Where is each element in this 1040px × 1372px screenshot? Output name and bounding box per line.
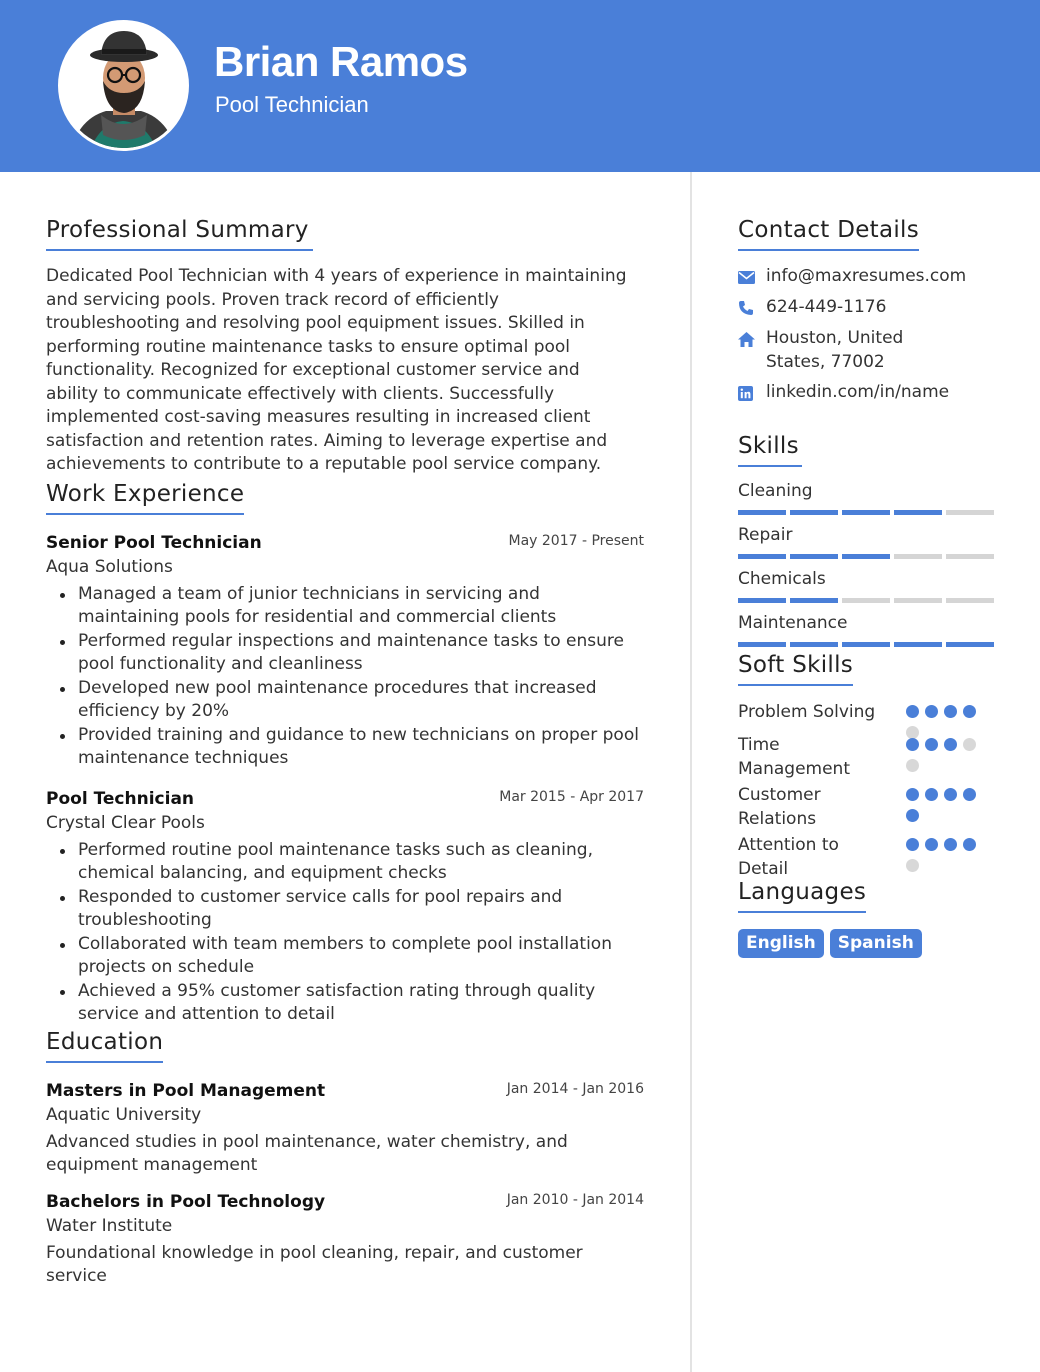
- job-company: Crystal Clear Pools: [46, 812, 205, 833]
- education-dates: Jan 2010 - Jan 2014: [506, 1191, 644, 1208]
- languages-list: [738, 929, 998, 958]
- skill-level-segment: [790, 554, 838, 559]
- rating-dot: [906, 838, 919, 851]
- contact-email: [738, 265, 998, 289]
- skill-level-segment: [894, 598, 942, 603]
- job-title: Senior Pool Technician: [46, 532, 262, 553]
- profile-photo: [61, 23, 186, 148]
- rating-dot: [944, 705, 957, 718]
- rating-dot: [906, 859, 919, 872]
- skill-level-segment: [790, 598, 838, 603]
- skills-heading: Skills: [738, 433, 802, 467]
- skill-name: Maintenance: [738, 613, 848, 633]
- skill-level-segment: [842, 598, 890, 603]
- skill-level-segment: [790, 642, 838, 647]
- skill-level-segment: [946, 642, 994, 647]
- education-description: Foundational knowledge in pool cleaning, repair, and customer service: [46, 1242, 583, 1286]
- skill-level-segment: [946, 598, 994, 603]
- rating-dot: [906, 759, 919, 772]
- job-bullets: [46, 839, 646, 1027]
- bullet-item: Performed routine pool maintenance tasks such as cleaning, chemical balancing, and equipment checks: [78, 839, 646, 886]
- soft-skill-row: [738, 784, 998, 831]
- soft-skill-rating: [906, 788, 986, 830]
- soft-skill-name: Customer Relations: [738, 785, 821, 829]
- job-company: Aqua Solutions: [46, 556, 173, 577]
- job-entry: [46, 533, 646, 771]
- candidate-name: Brian Ramos: [214, 38, 468, 85]
- avatar: [58, 20, 189, 151]
- education-entry: [46, 1192, 646, 1289]
- skill-level-segment: [946, 510, 994, 515]
- skill-name: Cleaning: [738, 481, 813, 501]
- skill-level-segment: [894, 642, 942, 647]
- skill-level-bar: [738, 598, 998, 603]
- linkedin-icon: [738, 381, 766, 405]
- education-dates: Jan 2014 - Jan 2016: [506, 1080, 644, 1097]
- contact-phone: [738, 296, 998, 320]
- summary-text: Dedicated Pool Technician with 4 years of experience in maintaining and servicing pools. Proven track record of efficiently troubleshooting and resolving pool equipment issues. Skilled in performing routine maintenance tasks to ensure optimal pool functionality. Recognized for exceptional customer service and ability to communicate effectively with clients. Successfully implemented cost-saving measures resulting in increased client satisfaction and retention rates. Aiming to leverage expertise and achievements to contribute to a reputable pool service company.: [46, 266, 627, 474]
- skill-level-segment: [842, 510, 890, 515]
- rating-dot: [906, 788, 919, 801]
- bullet-item: Managed a team of junior technicians in servicing and maintaining pools for residential and commercial clients: [78, 583, 646, 630]
- experience-heading: Work Experience: [46, 481, 244, 515]
- skills-list: [738, 480, 998, 647]
- language-tag: Spanish: [830, 929, 922, 958]
- soft-skills-list: [738, 701, 998, 881]
- summary-heading: Professional Summary: [46, 217, 313, 251]
- rating-dot: [925, 705, 938, 718]
- linkedin-text[interactable]: linkedin.com/in/name: [766, 382, 950, 402]
- skill-level-segment: [894, 554, 942, 559]
- languages-heading: Languages: [738, 879, 866, 913]
- rating-dot: [963, 705, 976, 718]
- skill-level-segment: [946, 554, 994, 559]
- school-name: Aquatic University: [46, 1104, 202, 1125]
- education-description: Advanced studies in pool maintenance, water chemistry, and equipment management: [46, 1131, 568, 1175]
- education-heading: Education: [46, 1029, 163, 1063]
- soft-skill-name: Problem Solving: [738, 702, 876, 722]
- candidate-title: Pool Technician: [215, 92, 369, 117]
- soft-skill-row: [738, 834, 998, 881]
- address-text: Houston, United States, 77002: [766, 328, 904, 372]
- job-dates: Mar 2015 - Apr 2017: [499, 788, 644, 805]
- bullet-item: Developed new pool maintenance procedures that increased efficiency by 20%: [78, 677, 646, 724]
- soft-skill-name: Attention to Detail: [738, 835, 839, 879]
- school-name: Water Institute: [46, 1215, 173, 1236]
- skill-level-segment: [738, 642, 786, 647]
- skill-level-bar: [738, 554, 998, 559]
- bullet-item: Provided training and guidance to new technicians on proper pool maintenance techniques: [78, 724, 646, 771]
- contact-linkedin: [738, 381, 998, 405]
- contact-heading: Contact Details: [738, 217, 919, 251]
- soft-skill-rating: [906, 738, 986, 780]
- email-text[interactable]: info@maxresumes.com: [766, 266, 967, 286]
- job-entry: [46, 789, 646, 1027]
- bullet-item: Achieved a 95% customer satisfaction rating through quality service and attention to detail: [78, 980, 646, 1027]
- rating-dot: [906, 705, 919, 718]
- phone-icon: [738, 296, 766, 320]
- soft-skill-row: [738, 734, 998, 781]
- main-column: [46, 200, 646, 1303]
- rating-dot: [925, 788, 938, 801]
- skill-level-segment: [842, 554, 890, 559]
- bullet-item: Collaborated with team members to complete pool installation projects on schedule: [78, 933, 646, 980]
- phone-text: 624-449-1176: [766, 297, 887, 317]
- skill-level-segment: [894, 510, 942, 515]
- skill-name: Repair: [738, 525, 793, 545]
- soft-skill-rating: [906, 838, 986, 880]
- sidebar-column: [738, 200, 998, 958]
- job-title: Pool Technician: [46, 788, 195, 809]
- envelope-icon: [738, 265, 766, 289]
- education-entry: [46, 1081, 646, 1178]
- skill-name: Chemicals: [738, 569, 826, 589]
- rating-dot: [906, 738, 919, 751]
- job-bullets: [46, 583, 646, 771]
- skill-level-segment: [738, 554, 786, 559]
- skill-level-bar: [738, 642, 998, 647]
- soft-skill-name: Time Management: [738, 735, 850, 779]
- degree-title: Bachelors in Pool Technology: [46, 1191, 326, 1212]
- rating-dot: [944, 788, 957, 801]
- rating-dot: [925, 738, 938, 751]
- skill-level-segment: [790, 510, 838, 515]
- bullet-item: Responded to customer service calls for pool repairs and troubleshooting: [78, 886, 646, 933]
- skill-level-bar: [738, 510, 998, 515]
- rating-dot: [944, 738, 957, 751]
- soft-skills-heading: Soft Skills: [738, 652, 853, 686]
- header-banner: [0, 0, 1040, 172]
- skill-level-segment: [842, 642, 890, 647]
- language-tag: English: [738, 929, 824, 958]
- bullet-item: Performed regular inspections and maintenance tasks to ensure pool functionality and cleanliness: [78, 630, 646, 677]
- job-dates: May 2017 - Present: [508, 532, 644, 549]
- rating-dot: [906, 809, 919, 822]
- rating-dot: [944, 838, 957, 851]
- home-icon: [738, 327, 766, 351]
- contact-address: [738, 327, 998, 374]
- column-divider: [690, 172, 692, 1372]
- rating-dot: [963, 788, 976, 801]
- degree-title: Masters in Pool Management: [46, 1080, 326, 1101]
- rating-dot: [963, 838, 976, 851]
- skill-level-segment: [738, 510, 786, 515]
- rating-dot: [925, 838, 938, 851]
- rating-dot: [963, 738, 976, 751]
- skill-level-segment: [738, 598, 786, 603]
- soft-skill-row: [738, 701, 998, 731]
